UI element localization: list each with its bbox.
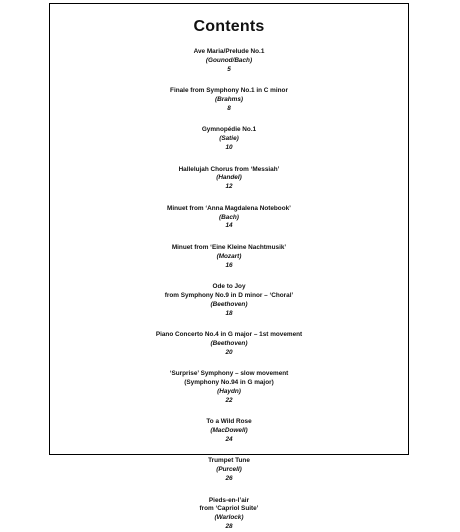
page-number: 16 <box>225 261 233 269</box>
composer-name: (Purcell) <box>216 466 242 474</box>
page-number: 5 <box>227 65 231 73</box>
composer-name: (Warlock) <box>214 514 244 522</box>
page-title: Contents <box>193 18 265 35</box>
book-page <box>49 3 409 531</box>
piece-title: ‘Surprise’ Symphony – slow movement <box>169 370 289 378</box>
contents-entry <box>50 87 408 113</box>
composer-name: (Mozart) <box>216 252 242 260</box>
contents-entry <box>50 283 408 318</box>
composer-name: (Haydn) <box>217 387 241 395</box>
composer-name: (MacDowell) <box>210 427 248 435</box>
piece-title: Pieds-en-l’air <box>208 496 250 504</box>
page-number: 14 <box>225 222 233 230</box>
piece-title: Piano Concerto No.4 in G major – 1st movement <box>155 331 303 339</box>
contents-entry <box>50 126 408 152</box>
piece-title: Ave Maria/Prelude No.1 <box>193 48 265 55</box>
composer-name: (Satie) <box>219 135 239 143</box>
contents-entry <box>50 48 408 74</box>
composer-name: (Brahms) <box>214 95 244 103</box>
piece-title: Trumpet Tune <box>208 457 250 465</box>
composer-name: (Gounod/Bach) <box>205 56 253 64</box>
contents-entry <box>50 331 408 357</box>
contents-entry <box>50 370 408 405</box>
piece-title: Gymnopédie No.1 <box>201 126 257 134</box>
contents-entry <box>50 497 408 532</box>
page-number: 12 <box>225 183 233 191</box>
piece-subtitle: from ‘Capriol Suite’ <box>199 505 259 513</box>
page-number: 28 <box>225 523 233 531</box>
contents-entry <box>50 166 408 192</box>
page-number: 22 <box>225 396 233 404</box>
piece-title: Hallelujah Chorus from ‘Messiah’ <box>178 165 280 173</box>
composer-name: (Beethoven) <box>210 300 248 308</box>
contents-entry <box>50 457 408 483</box>
composer-name: (Handel) <box>216 174 242 182</box>
piece-title: Minuet from ‘Anna Magdalena Notebook’ <box>167 204 291 212</box>
contents-entry <box>50 244 408 270</box>
piece-title: Finale from Symphony No.1 in C minor <box>170 87 288 95</box>
page-number: 20 <box>225 348 233 356</box>
page-number: 10 <box>225 143 233 151</box>
piece-title: Minuet from ‘Eine Kleine Nachtmusik’ <box>171 243 287 251</box>
piece-subtitle: (Symphony No.94 in G major) <box>184 379 274 387</box>
contents-entry <box>50 205 408 231</box>
piece-title: Ode to Joy <box>212 283 246 291</box>
composer-name: (Beethoven) <box>210 339 248 347</box>
page-number: 8 <box>227 104 231 112</box>
page-number: 24 <box>225 435 233 443</box>
piece-title: To a Wild Rose <box>206 418 252 426</box>
contents-list <box>50 48 408 532</box>
contents-entry <box>50 418 408 444</box>
piece-subtitle: from Symphony No.9 in D minor – ‘Choral’ <box>164 291 294 299</box>
composer-name: (Bach) <box>219 213 239 221</box>
page-number: 26 <box>225 475 233 483</box>
page-number: 18 <box>225 309 233 317</box>
